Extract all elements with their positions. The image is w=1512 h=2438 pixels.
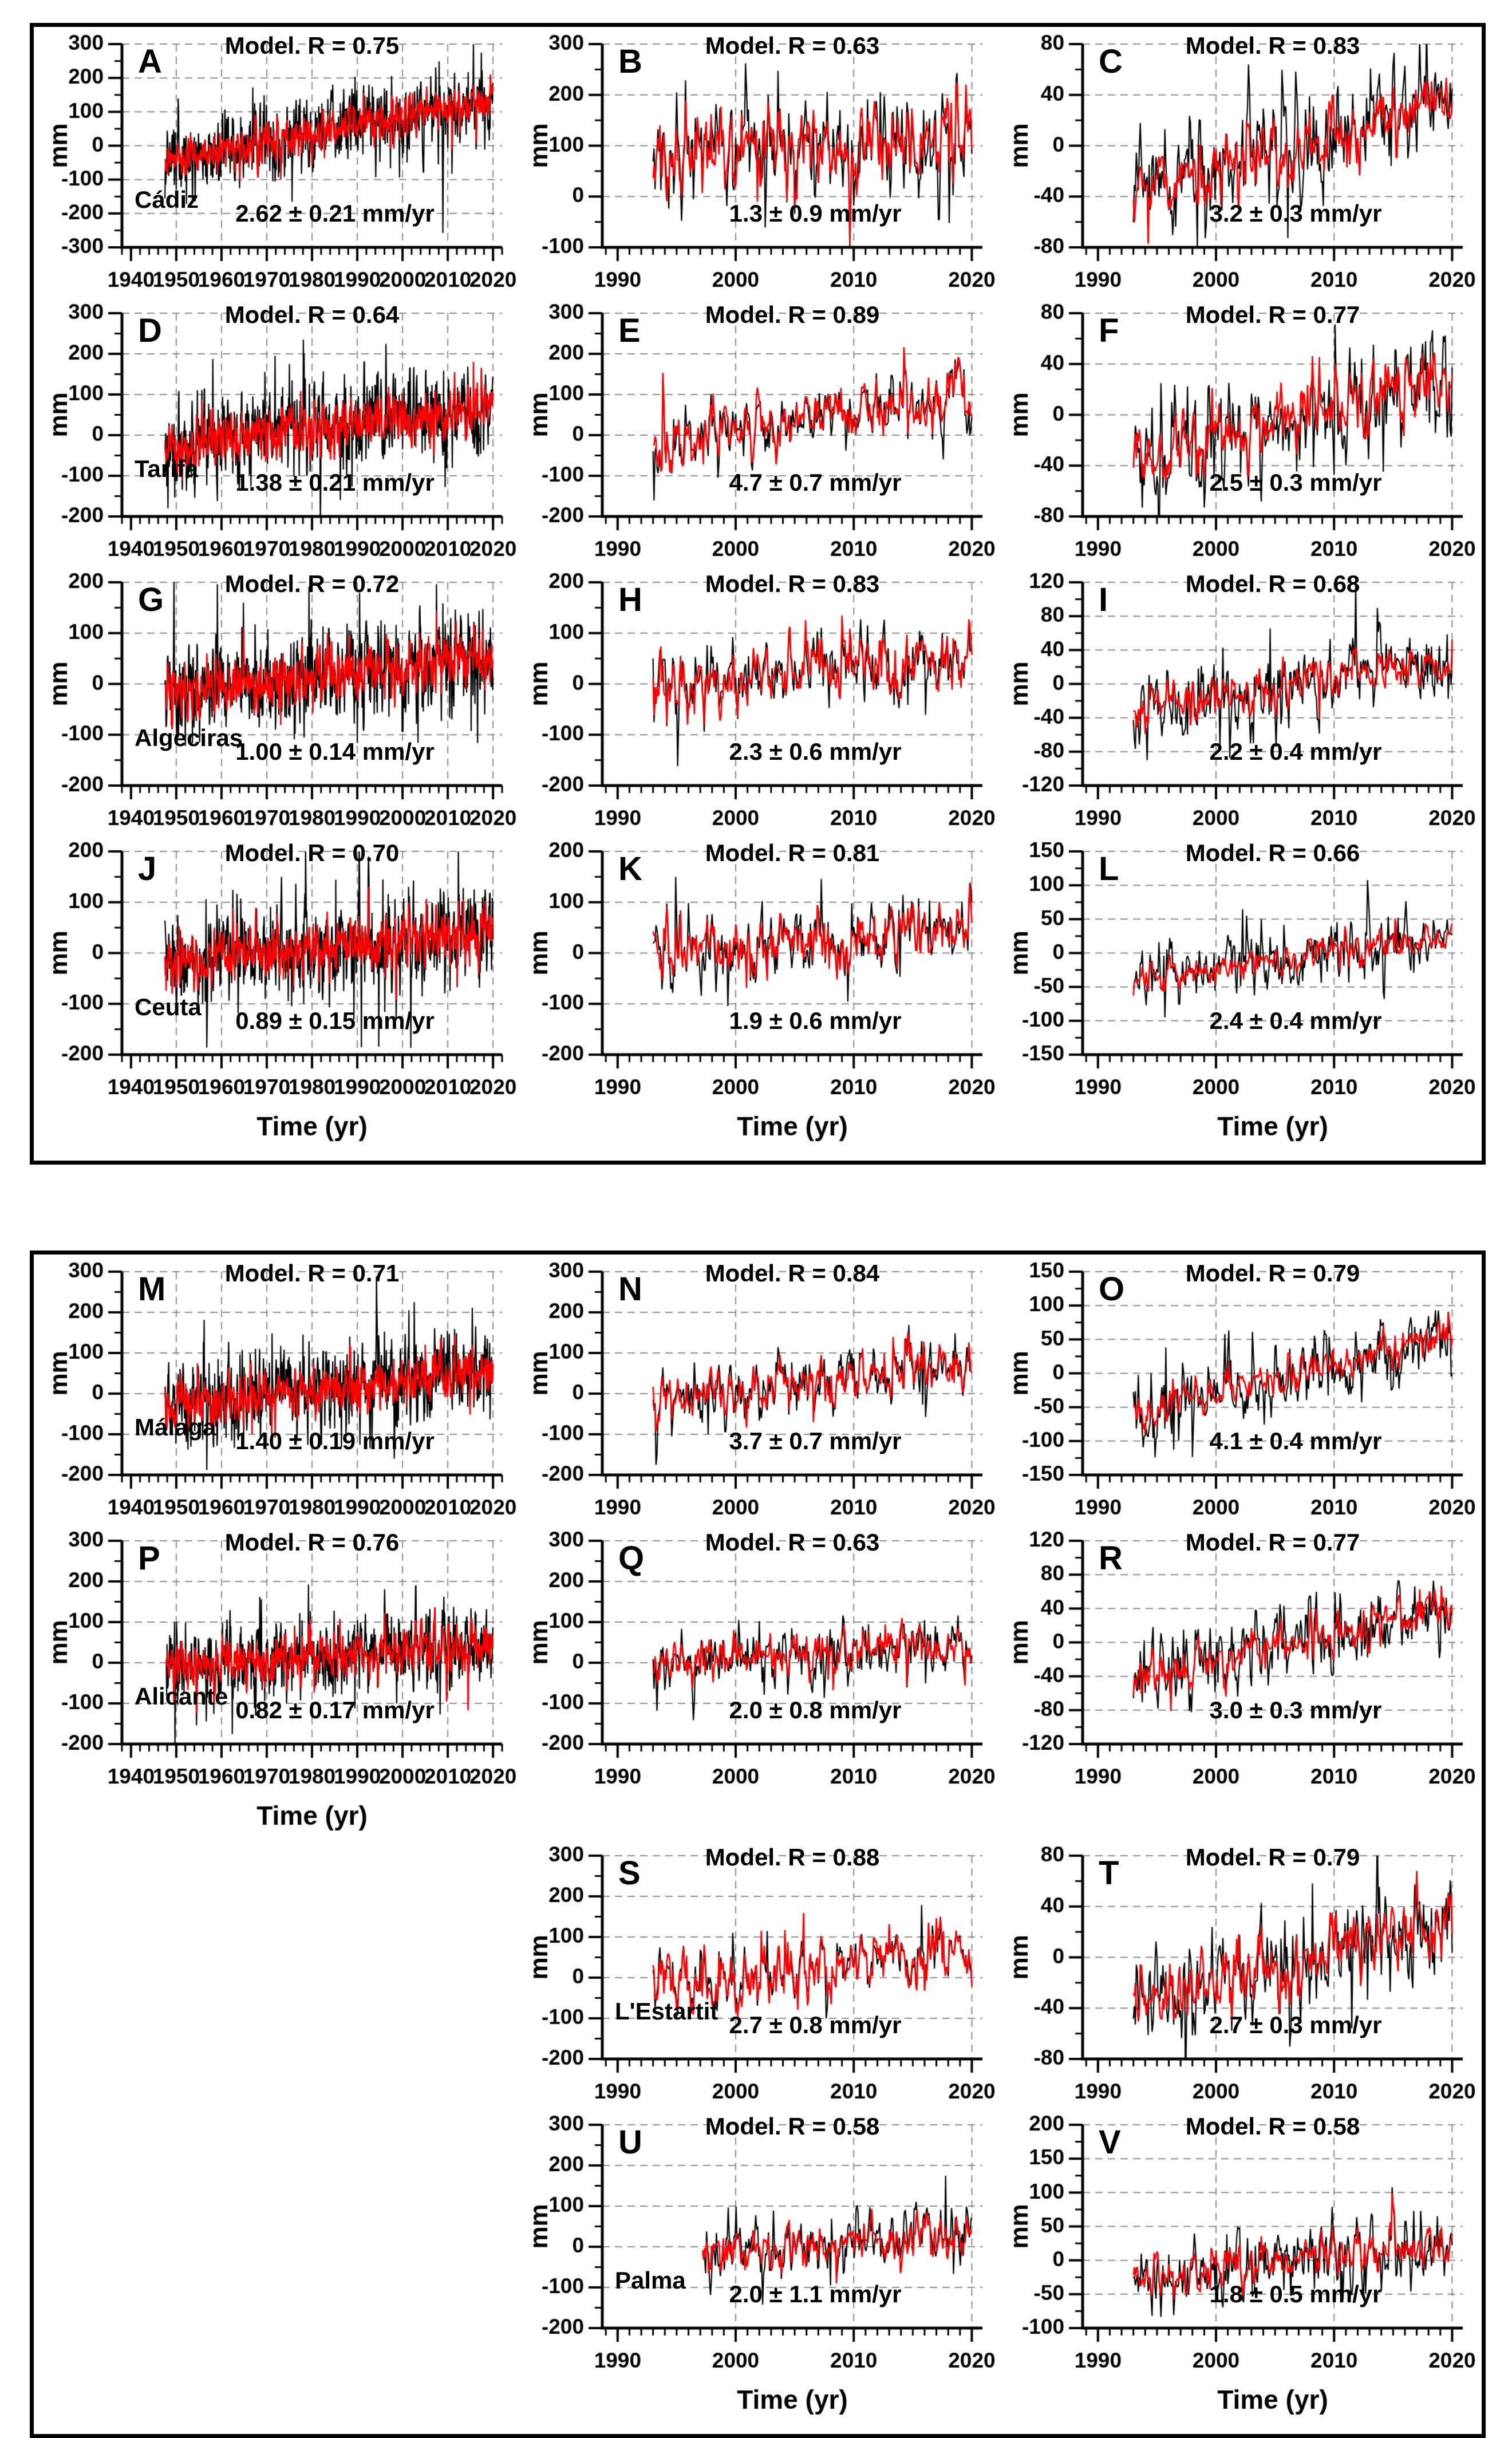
panel-a-canvas <box>36 33 516 302</box>
panel-title: Model. R = 0.76 <box>224 1529 400 1556</box>
panel-b-canvas <box>516 33 997 302</box>
panel-f-canvas <box>997 302 1477 571</box>
station-label: L'Estartit <box>615 1998 719 2025</box>
empty-cell <box>36 1844 516 2113</box>
chart-row <box>36 1844 1479 2113</box>
panel-title: Model. R = 0.64 <box>224 301 400 328</box>
panel-t-canvas <box>997 1844 1477 2113</box>
trend-annotation: 3.2 ± 0.3 mm/yr <box>1209 200 1382 227</box>
panel-title: Model. R = 0.70 <box>224 839 400 866</box>
panel-title: Model. R = 0.84 <box>705 1260 880 1287</box>
chart-panel-c <box>997 33 1477 302</box>
panel-v-canvas <box>997 2113 1477 2428</box>
trend-annotation: 2.0 ± 0.8 mm/yr <box>729 1697 902 1723</box>
panel-letter: I <box>1099 581 1108 618</box>
chart-panel-r <box>997 1529 1477 1798</box>
trend-annotation: 3.0 ± 0.3 mm/yr <box>1209 1697 1382 1723</box>
station-label: Algeciras <box>135 724 243 751</box>
panel-title: Model. R = 0.77 <box>1185 301 1360 328</box>
trend-annotation: 4.7 ± 0.7 mm/yr <box>729 469 902 496</box>
panel-i-canvas <box>997 571 1477 840</box>
chart-row <box>36 1529 1479 1844</box>
trend-annotation: 2.3 ± 0.6 mm/yr <box>729 738 902 765</box>
panel-l-canvas <box>997 840 1477 1155</box>
chart-panel-k <box>516 840 997 1155</box>
panel-letter: L <box>1099 850 1119 887</box>
panel-n-canvas <box>516 1260 997 1529</box>
panel-letter: E <box>618 312 641 349</box>
chart-panel-d <box>36 302 516 571</box>
trend-annotation: 2.7 ± 0.3 mm/yr <box>1209 2011 1382 2038</box>
chart-row <box>36 1260 1479 1529</box>
figure-box-bottom <box>30 1250 1486 2438</box>
chart-panel-s <box>516 1844 997 2113</box>
trend-annotation: 1.00 ± 0.14 mm/yr <box>235 738 435 765</box>
chart-row <box>36 840 1479 1155</box>
chart-panel-h <box>516 571 997 840</box>
panel-letter: D <box>138 312 162 349</box>
panel-title: Model. R = 0.83 <box>1185 32 1360 59</box>
panel-title: Model. R = 0.66 <box>1185 839 1360 866</box>
trend-annotation: 0.89 ± 0.15 mm/yr <box>235 1007 435 1034</box>
panel-title: Model. R = 0.58 <box>1185 2113 1360 2140</box>
panel-r-canvas <box>997 1529 1477 1798</box>
trend-annotation: 2.7 ± 0.8 mm/yr <box>729 2011 902 2038</box>
panel-k-canvas <box>516 840 997 1155</box>
panel-title: Model. R = 0.89 <box>705 301 880 328</box>
panel-p-canvas <box>36 1529 516 1844</box>
panel-s-canvas <box>516 1844 997 2113</box>
chart-panel-p <box>36 1529 516 1844</box>
trend-annotation: 3.7 ± 0.7 mm/yr <box>729 1427 902 1454</box>
panel-letter: O <box>1099 1271 1125 1308</box>
trend-annotation: 1.40 ± 0.19 mm/yr <box>235 1427 435 1454</box>
panel-title: Model. R = 0.83 <box>705 570 880 597</box>
trend-annotation: 1.8 ± 0.5 mm/yr <box>1209 2281 1382 2307</box>
empty-cell <box>36 2113 516 2382</box>
chart-panel-q <box>516 1529 997 1798</box>
panel-title: Model. R = 0.71 <box>224 1260 400 1287</box>
panel-title: Model. R = 0.58 <box>705 2113 880 2140</box>
panel-letter: V <box>1099 2124 1121 2161</box>
panel-title: Model. R = 0.77 <box>1185 1529 1360 1556</box>
trend-annotation: 4.1 ± 0.4 mm/yr <box>1209 1427 1382 1454</box>
trend-annotation: 2.2 ± 0.4 mm/yr <box>1209 738 1382 765</box>
panel-letter: T <box>1099 1855 1119 1892</box>
chart-panel-e <box>516 302 997 571</box>
panel-title: Model. R = 0.81 <box>705 839 880 866</box>
panel-title: Model. R = 0.68 <box>1185 570 1360 597</box>
station-label: Málaga <box>135 1414 216 1441</box>
chart-panel-b <box>516 33 997 302</box>
trend-annotation: 1.3 ± 0.9 mm/yr <box>729 200 902 227</box>
panel-letter: U <box>618 2124 642 2161</box>
trend-annotation: 2.5 ± 0.3 mm/yr <box>1209 469 1382 496</box>
panel-letter: F <box>1099 312 1119 349</box>
panel-letter: M <box>138 1271 166 1308</box>
panel-title: Model. R = 0.63 <box>705 32 880 59</box>
panel-title: Model. R = 0.63 <box>705 1529 880 1556</box>
panel-u-canvas <box>516 2113 997 2428</box>
trend-annotation: 2.4 ± 0.4 mm/yr <box>1209 1007 1382 1034</box>
panel-e-canvas <box>516 302 997 571</box>
chart-panel-f <box>997 302 1477 571</box>
panel-title: Model. R = 0.88 <box>705 1844 880 1871</box>
trend-annotation: 1.9 ± 0.6 mm/yr <box>729 1007 902 1034</box>
trend-annotation: 2.0 ± 1.1 mm/yr <box>729 2281 902 2307</box>
panel-title: Model. R = 0.75 <box>224 32 400 59</box>
panel-title: Model. R = 0.79 <box>1185 1260 1360 1287</box>
chart-panel-a <box>36 33 516 302</box>
panel-letter: N <box>618 1271 642 1308</box>
panel-d-canvas <box>36 302 516 571</box>
chart-row <box>36 2113 1479 2428</box>
panel-letter: Q <box>618 1540 645 1577</box>
station-label: Palma <box>615 2267 686 2294</box>
chart-panel-i <box>997 571 1477 840</box>
chart-panel-n <box>516 1260 997 1529</box>
trend-annotation: 2.62 ± 0.21 mm/yr <box>235 200 435 227</box>
panel-q-canvas <box>516 1529 997 1798</box>
panel-letter: C <box>1099 43 1123 80</box>
station-label: Tarifa <box>135 455 199 482</box>
station-label: Ceuta <box>135 993 202 1020</box>
panel-letter: H <box>618 581 642 618</box>
chart-panel-j <box>36 840 516 1155</box>
station-label: Alicante <box>135 1683 228 1710</box>
panel-letter: B <box>618 43 642 80</box>
chart-row <box>36 33 1479 302</box>
station-label: Cádiz <box>135 186 199 213</box>
panel-letter: S <box>618 1855 641 1892</box>
trend-annotation: 0.82 ± 0.17 mm/yr <box>235 1697 435 1723</box>
panel-letter: J <box>138 850 157 887</box>
trend-annotation: 1.38 ± 0.21 mm/yr <box>235 469 435 496</box>
panel-title: Model. R = 0.72 <box>224 570 400 597</box>
panel-o-canvas <box>997 1260 1477 1529</box>
panel-h-canvas <box>516 571 997 840</box>
panel-letter: P <box>138 1540 160 1577</box>
chart-panel-u <box>516 2113 997 2428</box>
chart-panel-g <box>36 571 516 840</box>
panel-title: Model. R = 0.79 <box>1185 1844 1360 1871</box>
chart-row <box>36 571 1479 840</box>
panel-c-canvas <box>997 33 1477 302</box>
chart-panel-m <box>36 1260 516 1529</box>
chart-panel-v <box>997 2113 1477 2428</box>
panel-letter: K <box>618 850 642 887</box>
panel-m-canvas <box>36 1260 516 1529</box>
chart-panel-o <box>997 1260 1477 1529</box>
figure-box-top <box>30 23 1486 1165</box>
chart-panel-l <box>997 840 1477 1155</box>
panel-j-canvas <box>36 840 516 1155</box>
panel-g-canvas <box>36 571 516 840</box>
panel-letter: R <box>1099 1540 1123 1577</box>
chart-panel-t <box>997 1844 1477 2113</box>
panel-letter: A <box>138 43 162 80</box>
panel-letter: G <box>138 581 164 618</box>
chart-row <box>36 302 1479 571</box>
